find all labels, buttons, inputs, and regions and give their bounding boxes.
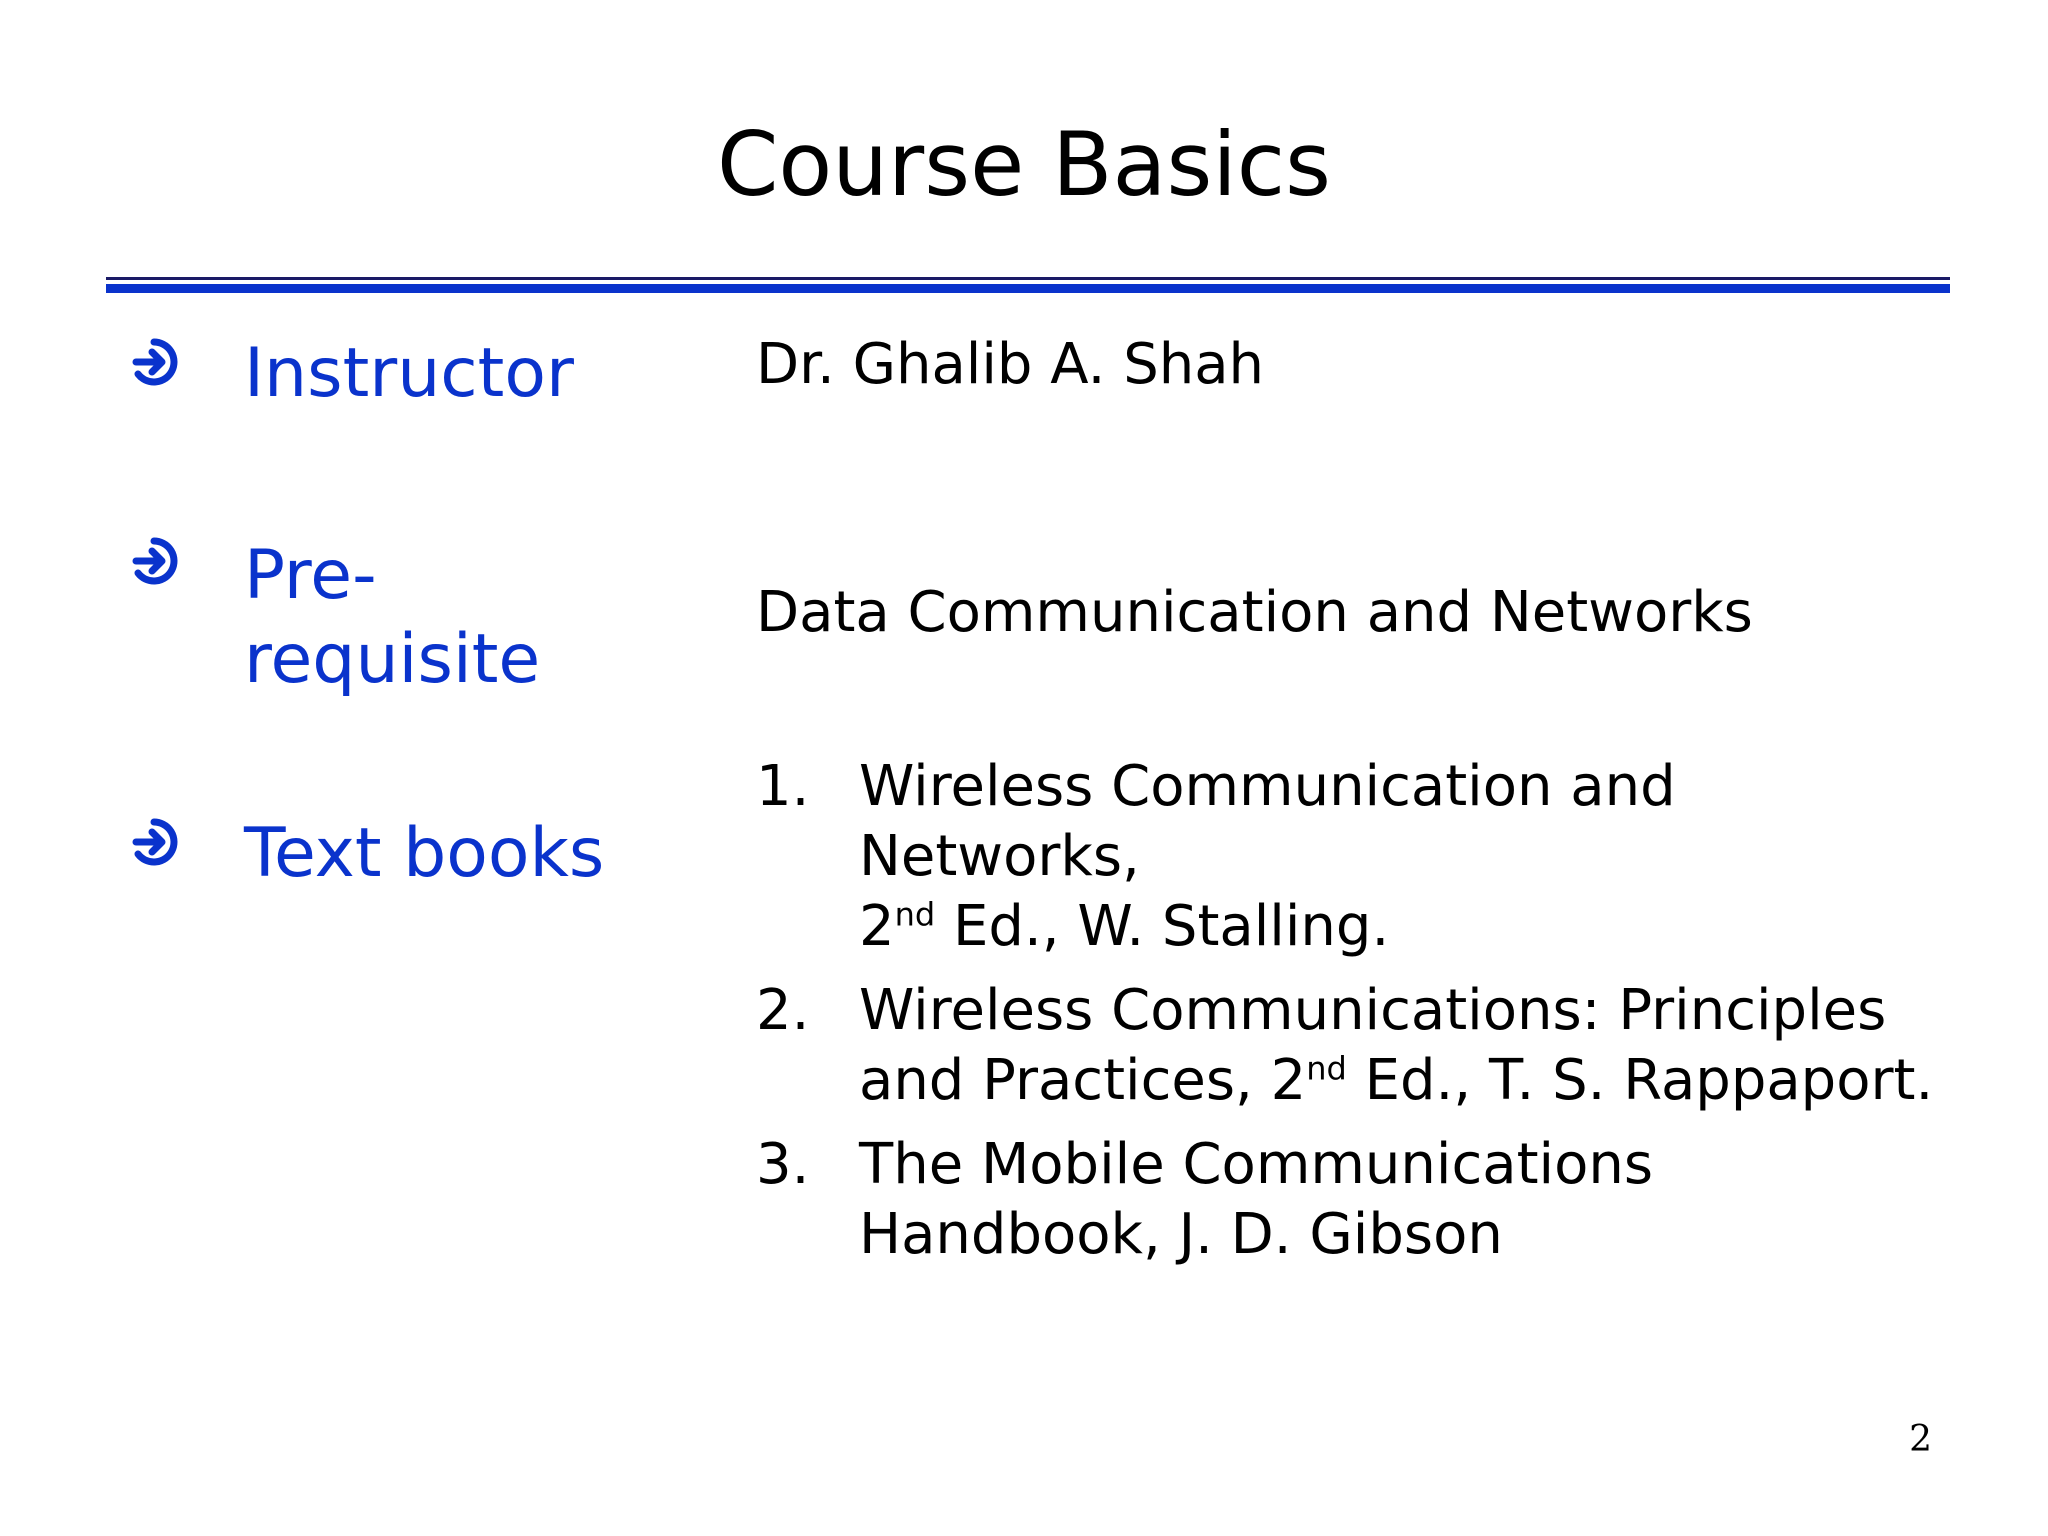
textbook-line2: 2nd Ed., W. Stalling.: [859, 894, 1390, 959]
textbook-line1: Wireless Communications: Principles: [859, 978, 1887, 1043]
right-arrow-circle-icon: [130, 338, 178, 386]
title-divider-thick: [106, 284, 1950, 293]
textbook-line2: Handbook, J. D. Gibson: [859, 1202, 1503, 1267]
prerequisite-value: Data Communication and Networks: [756, 580, 1753, 645]
prerequisite-term-line1: Pre-: [244, 536, 377, 615]
title-divider-thin: [106, 277, 1950, 280]
prerequisite-term: [244, 534, 540, 702]
textbook-line1: The Mobile Communications: [859, 1132, 1654, 1197]
textbook-item: [756, 976, 1956, 1116]
textbook-item: [756, 752, 1956, 962]
textbook-line2: and Practices, 2nd Ed., T. S. Rappaport.: [859, 1048, 1934, 1113]
textbook-line1: Wireless Communication and Networks,: [859, 754, 1676, 889]
textbook-item: [756, 1130, 1956, 1270]
textbooks-term: Text books: [244, 814, 605, 893]
right-arrow-circle-icon: [130, 537, 178, 585]
prerequisite-term-line2: requisite: [244, 620, 541, 699]
right-arrow-circle-icon: [130, 818, 178, 866]
page-number: 2: [1909, 1419, 1932, 1460]
textbook-number: 2.: [756, 978, 810, 1043]
textbook-number: 3.: [756, 1132, 810, 1197]
instructor-term: Instructor: [244, 334, 574, 413]
textbook-list: [756, 752, 1956, 1284]
textbook-number: 1.: [756, 754, 810, 819]
slide-title: Course Basics: [716, 113, 1332, 216]
instructor-value: Dr. Ghalib A. Shah: [756, 332, 1265, 397]
